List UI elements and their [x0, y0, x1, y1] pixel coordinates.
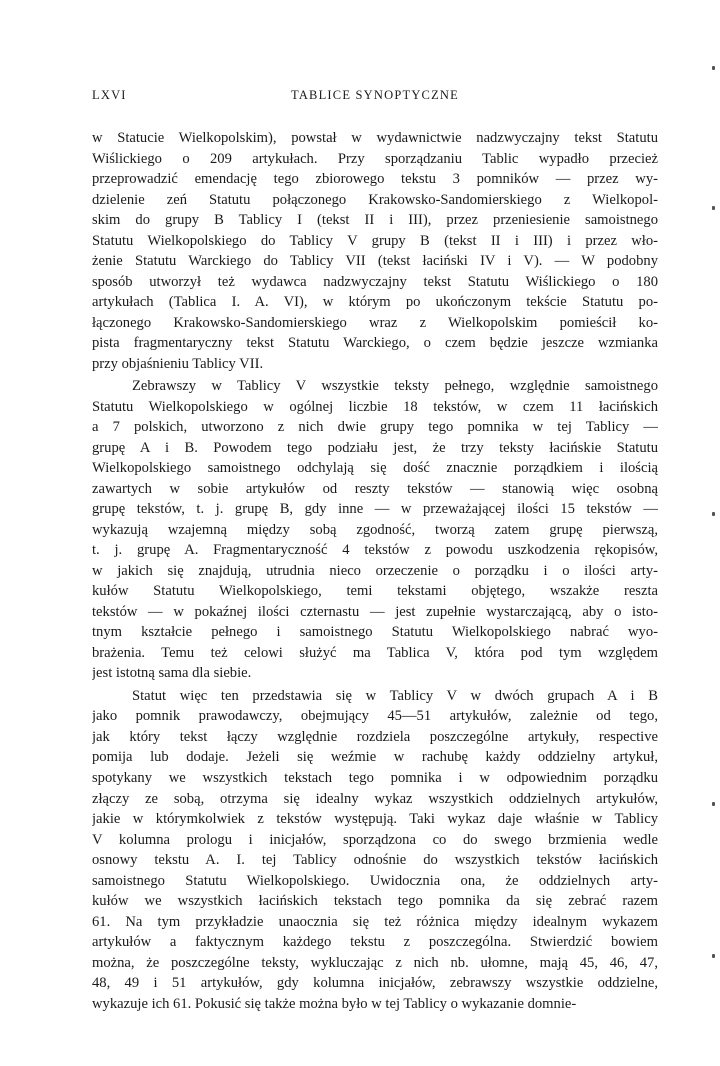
- text-line: pista fragmentaryczny tekst Statutu Warckiego, o czem będzie jeszcze wzmianka: [92, 335, 658, 352]
- text-line: żenie Statutu Warckiego do Tablicy VII (tekst łaciński IV i V). — W podobny: [92, 253, 658, 270]
- text-line: zawartych w sobie artykułów od reszty tekstów — stanowią więc osobną: [92, 480, 658, 497]
- text-line: w Statucie Wielkopolskim), powstał w wydawnictwie nadzwyczajny tekst Statutu: [92, 130, 658, 146]
- text-line: przeprowadzić emendację tego zbiorowego tekstu 3 pomników — przez wy-: [92, 171, 658, 188]
- text-line: 48, 49 i 51 artykułów, gdy kolumna inicjałów, zebrawszy wszystkie oddzielne,: [92, 975, 658, 992]
- text-line: dzielenie zeń Statutu połączonego Krakowsko-Sandomierskiego z Wielkopol-: [92, 191, 658, 208]
- scan-speck: [712, 66, 715, 70]
- text-line: Statut więc ten przedstawia się w Tablicy V w dwóch grupach A i B: [132, 687, 658, 704]
- text-line: grupę tekstów, t. j. grupę B, gdy inne — w przeważającej ilości 15 tekstów —: [92, 501, 658, 518]
- text-line: grupę A i B. Powodem tego podziału jest, że trzy teksty łacińskie Statutu: [92, 439, 658, 456]
- text-line: artykułach (Tablica I. A. VI), w którym po ukończonym tekście Statutu po-: [92, 294, 658, 311]
- text-line: Wielkopolskiego samoistnego odchylają się dość znacznie porządkiem i ilością: [92, 460, 658, 477]
- text-line: tnym kształcie pełnego i samoistnego Statutu Wielkopolskiego nabrać wyo-: [92, 624, 658, 641]
- text-line: brażenia. Temu też celowi służyć ma Tablica V, która pod tym względem: [92, 644, 658, 661]
- scan-speck: [712, 802, 715, 806]
- text-line: przy objaśnieniu Tablicy VII.: [92, 355, 264, 372]
- text-line: jako pomnik prawodawczy, obejmujący 45—51 artykułów, zależnie od tego,: [92, 708, 658, 725]
- text-line: Statutu Wielkopolskiego w ogólnej liczbie 18 tekstów, w czem 11 łacińskich: [92, 398, 658, 415]
- text-line: wykazują wzajemną między sobą zgodność, tworzą zatem grupę pierwszą,: [92, 521, 658, 538]
- text-line: sposób utworzył też wydawca nadzwyczajny tekst Statutu Wiślickiego o 180: [92, 273, 658, 290]
- text-line: Statutu Wielkopolskiego do Tablicy V grupy B (tekst II i III) i przez wło-: [92, 232, 658, 249]
- text-line: jakie w którymkolwiek z tekstów występują. Taki wykaz daje właśnie w Tablicy: [92, 811, 658, 828]
- text-line: jest istotną sama dla siebie.: [92, 665, 252, 682]
- scan-speck: [712, 206, 715, 210]
- text-line: jak który tekst łączy względnie rozdziela poszczególne artykuły, respective: [92, 728, 658, 745]
- text-line: skim do grupy B Tablicy I (tekst II i III), przez przeniesienie samoistnego: [92, 212, 658, 229]
- text-line: V kolumna prologu i inicjałów, sporządzona co do swego brzmienia wedle: [92, 831, 658, 848]
- text-line: osnowy tekstu A. I. tej Tablicy odnośnie do wszystkich tekstów łacińskich: [92, 852, 658, 869]
- body-text: [92, 128, 658, 1014]
- page-number: LXVI: [92, 88, 127, 102]
- text-line: Wiślickiego o 209 artykułach. Przy sporządzaniu Tablic wypadło przecież: [92, 150, 658, 167]
- text-line: Zebrawszy w Tablicy V wszystkie teksty pełnego, względnie samoistnego: [132, 378, 658, 395]
- text-line: artykułów a faktycznym każdego tekstu z poszczególna. Stwierdzić bowiem: [92, 934, 658, 951]
- text-line: tekstów — w pokaźnej ilości czternastu — jest zupełnie wystarczającą, aby o isto-: [92, 603, 658, 620]
- text-line: wykazuje ich 61. Pokusić się także można było w tej Tablicy o wykazanie domnie-: [92, 995, 577, 1012]
- text-line: kułów Statutu Wielkopolskiego, temi tekstami objętego, wszakże reszta: [92, 583, 658, 600]
- text-line: 61. Na tym przykładzie unaocznia się też różnica między idealnym wykazem: [92, 913, 658, 930]
- scan-speck: [712, 954, 715, 958]
- running-header: [92, 88, 658, 106]
- text-line: t. j. grupę A. Fragmentaryczność 4 tekstów z powodu uszkodzenia rękopisów,: [92, 542, 658, 559]
- text-line: łączonego Krakowsko-Sandomierskiego wraz z Wielkopolskim pomieścił ko-: [92, 314, 658, 331]
- text-line: kułów we wszystkich łacińskich tekstach tego pomnika da się zebrać razem: [92, 893, 658, 910]
- text-line: spotykany we wszystkich tekstach tego pomnika i w odpowiednim porządku: [92, 769, 658, 786]
- text-line: w jakich się znajdują, utrudnia nieco orzeczenie o porządku i o ilości arty-: [92, 562, 658, 579]
- text-line: pomija lub dodaje. Jeżeli się weźmie w rachubę każdy oddzielny artykuł,: [92, 749, 658, 766]
- text-line: złączy ze sobą, otrzyma się idealny wykaz wszystkich oddzielnych artykułów,: [92, 790, 658, 807]
- text-line: a 7 polskich, utworzono z nich dwie grupy tego pomnika w tej Tablicy —: [92, 419, 658, 436]
- text-line: samoistnego Statutu Wielkopolskiego. Uwidocznia ona, że oddzielnych arty-: [92, 872, 658, 889]
- scan-speck: [712, 512, 715, 516]
- text-line: można, że poszczególne teksty, wykluczając z nich nb. ułomne, mają 45, 46, 47,: [92, 954, 658, 971]
- running-title: TABLICE SYNOPTYCZNE: [291, 88, 459, 102]
